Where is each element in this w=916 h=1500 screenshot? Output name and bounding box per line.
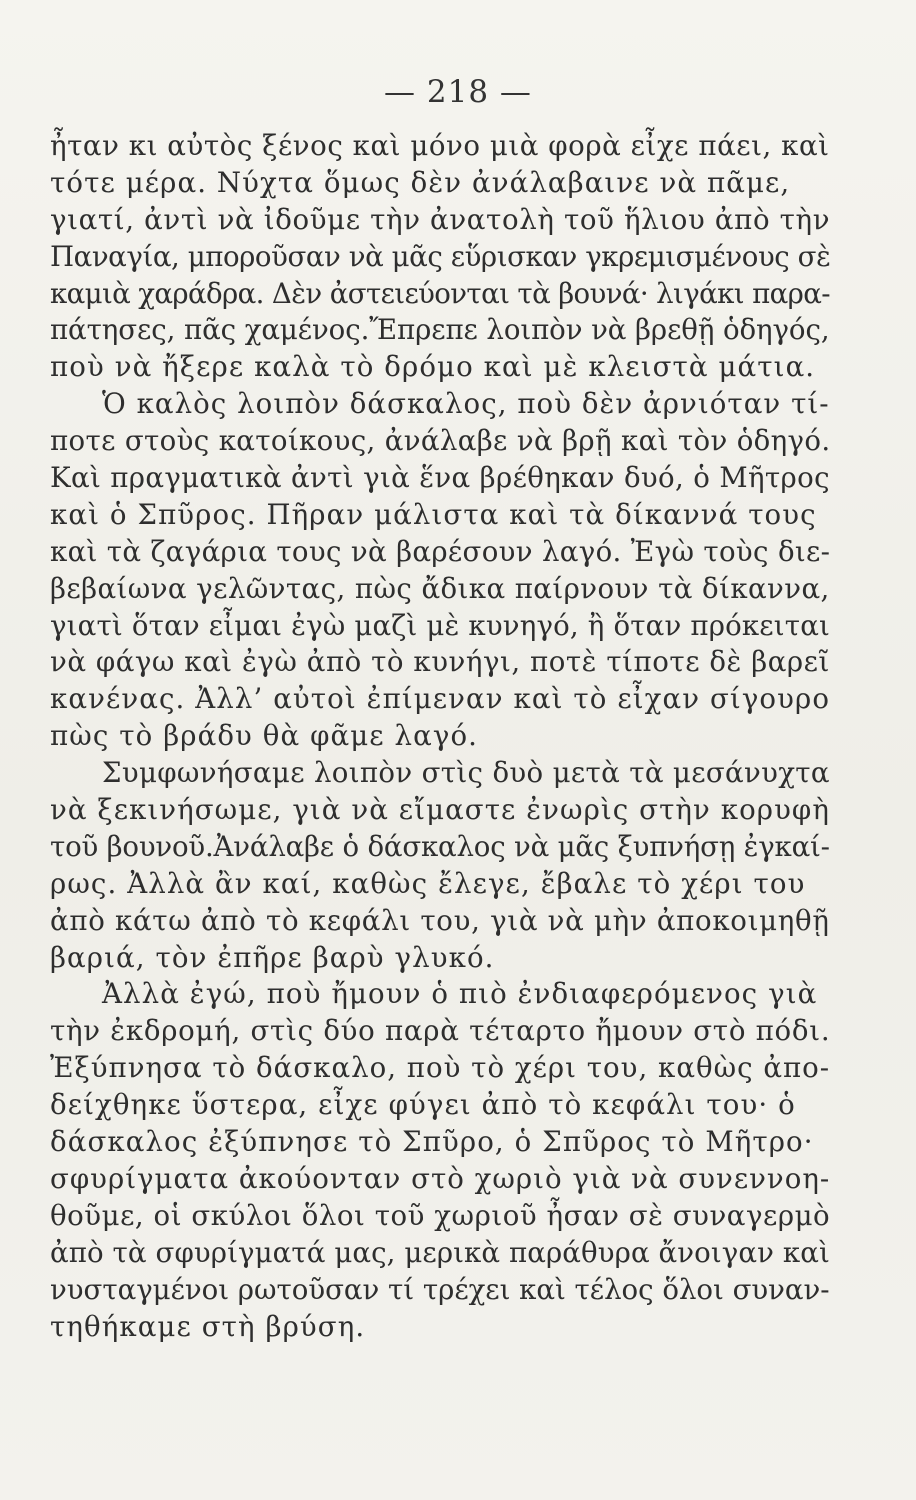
text-line: ἀπὸ κάτω ἀπὸ τὸ κεφάλι του, γιὰ νὰ μὴν ἀποκοιμηθῇ [50,903,830,937]
text-line: νὰ φάγω καὶ ἐγὼ ἀπὸ τὸ κυνήγι, ποτὲ τίποτε δὲ βαρεῖ [50,645,830,679]
text-line: δάσκαλος ἐξύπνησε τὸ Σπῦρο, ὁ Σπῦρος τὸ Μῆτρο· [50,1125,814,1159]
text-line: Συμφωνήσαμε λοιπὸν στὶς δυὸ μετὰ τὰ μεσάνυχτα [102,756,830,790]
text-line: τηθήκαμε στὴ βρύση. [50,1309,366,1343]
text-line: Ὁ καλὸς λοιπὸν δάσκαλος, ποὺ δὲν ἀρνιόταν τί- [102,387,830,421]
text-line: κανένας. Ἀλλ’ αὐτοὶ ἐπίμεναν καὶ τὸ εἶχαν σίγουρο [50,682,831,716]
page-number: — 218 — [384,74,532,110]
text-line: Ἐξύπνησα τὸ δάσκαλο, ποὺ τὸ χέρι του, καθὼς ἀπο- [50,1051,831,1085]
text-line: τὴν ἐκδρομή, στὶς δύο παρὰ τέταρτο ἤμουν στὸ πόδι. [50,1014,831,1048]
text-line: ποὺ νὰ ἤξερε καλὰ τὸ δρόμο καὶ μὲ κλειστὰ μάτια. [50,350,816,384]
text-line: Παναγία, μποροῦσαν νὰ μᾶς εὕρισκαν γκρεμισμένους σὲ [50,239,831,273]
text-line: καὶ τὰ ζαγάρια τους νὰ βαρέσουν λαγό. Ἐγὼ τοὺς διε- [50,534,831,568]
text-line: ρως. Ἀλλὰ ἂν καί, καθὼς ἔλεγε, ἔβαλε τὸ χέρι του [50,866,806,900]
text-line: πὼς τὸ βράδυ θὰ φᾶμε λαγό. [50,719,479,753]
text-line: σφυρίγματα ἀκούονταν στὸ χωριὸ γιὰ νὰ συνεννοη- [50,1161,831,1195]
text-line: ἦταν κι αὐτὸς ξένος καὶ μόνο μιὰ φορὰ εἶχε πάει, καὶ [50,129,830,162]
text-line: Ἀλλὰ ἐγώ, ποὺ ἤμουν ὁ πιὸ ἐνδιαφερόμενος γιὰ [102,977,818,1011]
text-line: τότε μέρα. Νύχτα ὅμως δὲν ἀνάλαβαινε νὰ πᾶμε, [50,165,791,199]
text-line: πάτησες, πᾶς χαμένος.Ἔπρεπε λοιπὸν νὰ βρεθῇ ὁδηγός, [50,313,830,347]
text-line: βεβαίωνα γελῶντας, πὼς ἄδικα παίρνουν τὰ δίκαννα, [50,571,830,605]
text-line: καμιὰ χαράδρα. Δὲν ἀστειεύονται τὰ βουνά· λιγάκι παρα- [50,276,830,310]
text-line: δείχθηκε ὕστερα, εἶχε φύγει ἀπὸ τὸ κεφάλι του· ὁ [50,1088,796,1122]
text-line: ἀπὸ τὰ σφυρίγματά μας, μερικὰ παράθυρα ἄνοιγαν καὶ [50,1235,830,1269]
text-line: γιατί, ἀντὶ νὰ ἰδοῦμε τὴν ἀνατολὴ τοῦ ἥλιου ἀπὸ τὴν [50,202,831,236]
text-line: ποτε στοὺς κατοίκους, ἀνάλαβε νὰ βρῇ καὶ τὸν ὁδηγό. [50,424,831,458]
text-line: Καὶ πραγματικὰ ἀντὶ γιὰ ἕνα βρέθηκαν δυό, ὁ Μῆτρος [50,461,830,495]
text-line: γιατὶ ὅταν εἶμαι ἐγὼ μαζὶ μὲ κυνηγό, ἢ ὅταν πρόκειται [50,608,831,642]
text-line: νυσταγμένοι ρωτοῦσαν τί τρέχει καὶ τέλος ὅλοι συναν- [50,1272,830,1306]
text-line: τοῦ βουνοῦ.Ἀνάλαβε ὁ δάσκαλος νὰ μᾶς ξυπνήσῃ ἐγκαί- [50,829,830,863]
text-line: βαριά, τὸν ἐπῆρε βαρὺ γλυκό. [50,940,495,974]
text-line: καὶ ὁ Σπῦρος. Πῆραν μάλιστα καὶ τὰ δίκαννά τους [50,497,817,531]
text-line: νὰ ξεκινήσωμε, γιὰ νὰ εἴμαστε ἐνωρὶς στὴν κορυφὴ [50,793,830,827]
text-line: θοῦμε, οἱ σκύλοι ὅλοι τοῦ χωριοῦ ἦσαν σὲ συναγερμὸ [50,1198,831,1232]
body-text [50,128,830,1345]
